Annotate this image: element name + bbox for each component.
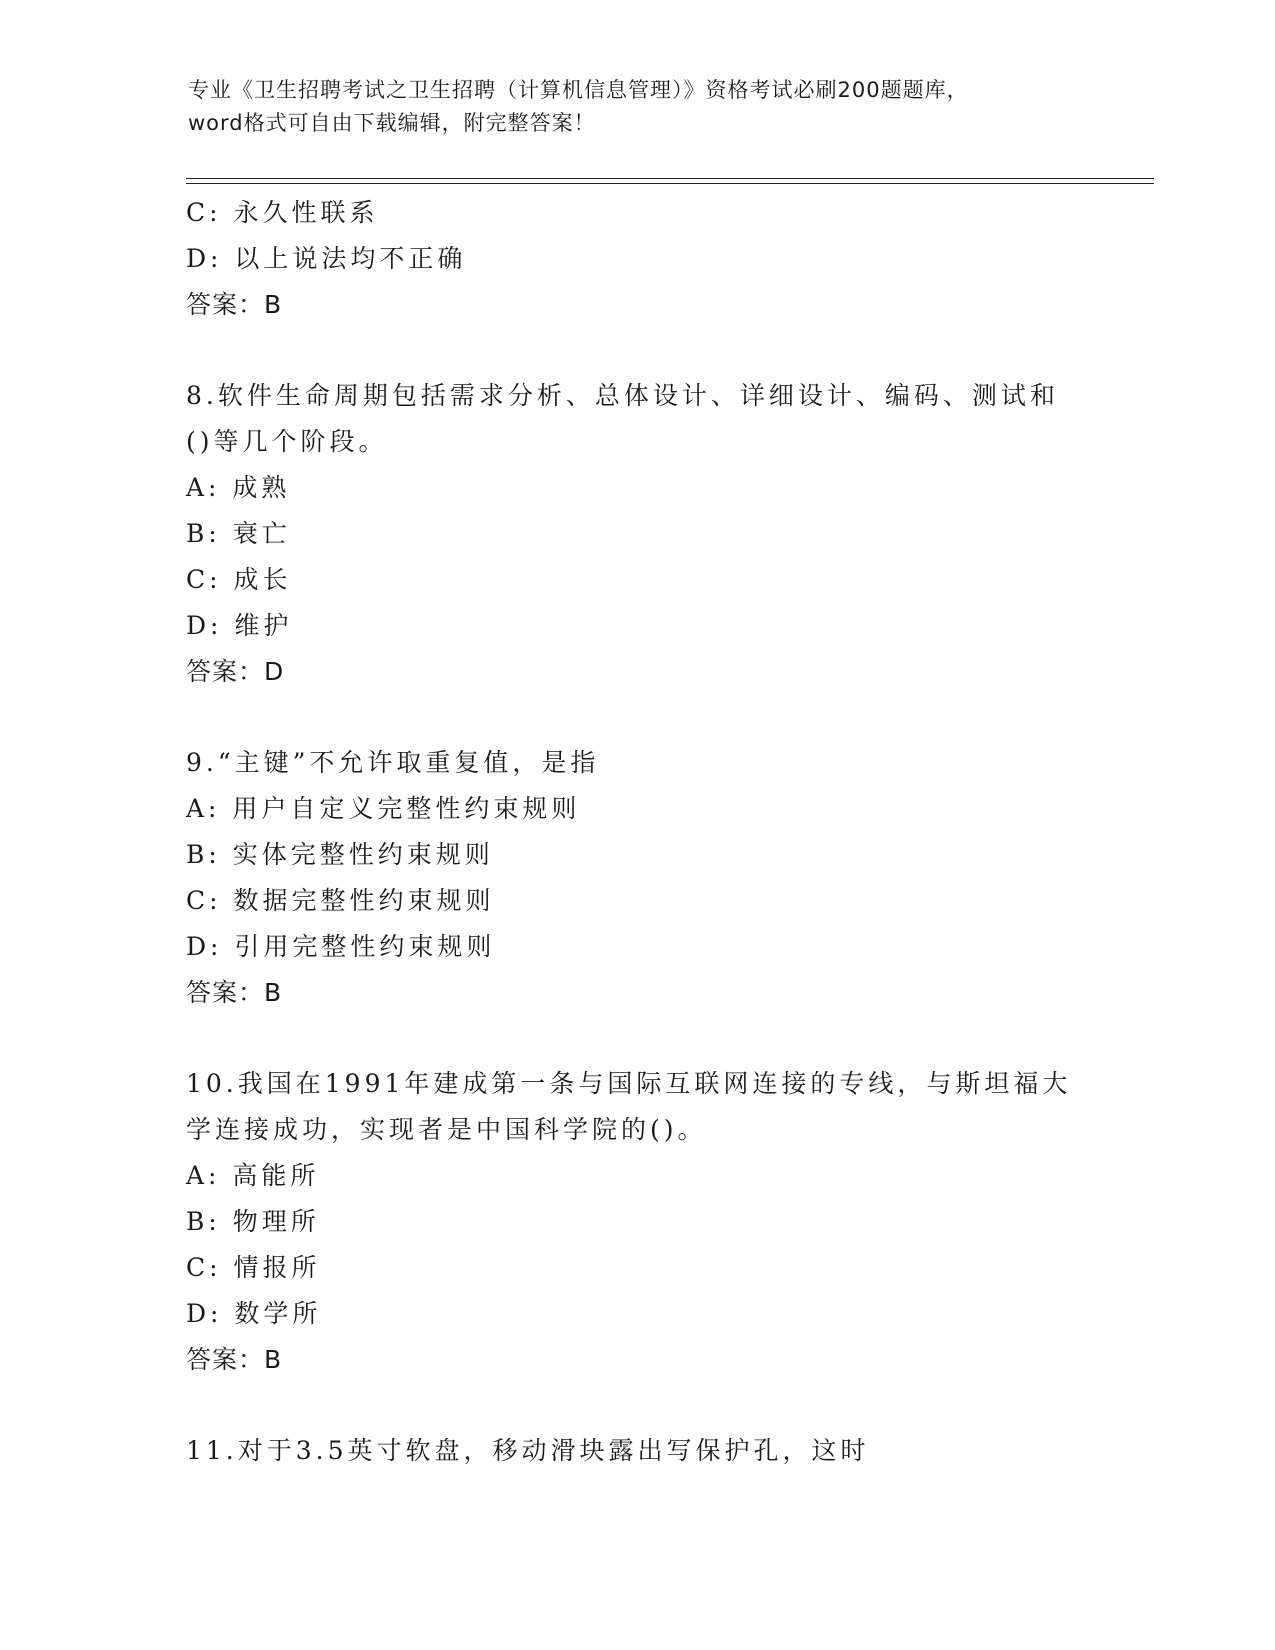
question-stem: 11.对于3.5英寸软盘，移动滑块露出写保护孔，这时 (186, 1436, 870, 1465)
option-d: D: 以上说法均不正确 (186, 244, 467, 273)
option-d: D: 引用完整性约束规则 (186, 932, 496, 961)
question-9 (186, 740, 1086, 1016)
question-stem: 10.我国在1991年建成第一条与国际互联网连接的专线，与斯坦福大 (186, 1069, 1072, 1098)
question-10 (186, 1061, 1086, 1383)
option-b: B: 衰亡 (186, 519, 291, 548)
option-c: C: 情报所 (186, 1253, 321, 1282)
question-11 (186, 1428, 1086, 1474)
question-stem: 8.软件生命周期包括需求分析、总体设计、详细设计、编码、测试和 (186, 381, 1059, 410)
option-c: C: 成长 (186, 565, 292, 594)
question-stem: 9.“主键”不允许取重复值，是指 (186, 748, 600, 777)
spacer (186, 695, 1086, 740)
answer: 答案：B (186, 1345, 283, 1374)
option-c: C: 数据完整性约束规则 (186, 886, 495, 915)
answer: 答案：B (186, 290, 283, 319)
question-stem-continued: ()等几个阶段。 (186, 427, 388, 456)
question-8 (186, 373, 1086, 695)
header-title-line-1: 专业《卫生招聘考试之卫生招聘（计算机信息管理）》资格考试必刷200题题库， (188, 78, 969, 102)
spacer (186, 328, 1086, 373)
option-a: A: 高能所 (186, 1161, 320, 1190)
option-a: A: 用户自定义完整性约束规则 (186, 794, 581, 823)
answer: 答案：B (186, 978, 283, 1007)
answer: 答案：D (186, 657, 285, 686)
option-d: D: 数学所 (186, 1299, 322, 1328)
header-title-line-2: word格式可自由下载编辑，附完整答案！ (188, 111, 596, 135)
option-b: B: 实体完整性约束规则 (186, 840, 494, 869)
document-header (188, 74, 1088, 140)
option-c: C: 永久性联系 (186, 198, 379, 227)
option-b: B: 物理所 (186, 1207, 320, 1236)
option-a: A: 成熟 (186, 473, 291, 502)
spacer (186, 1383, 1086, 1428)
option-d: D: 维护 (186, 611, 293, 640)
question-stem-continued: 学连接成功，实现者是中国科学院的()。 (186, 1115, 707, 1144)
header-divider-top (186, 178, 1154, 179)
header-divider-bottom (186, 183, 1154, 184)
question-list (186, 190, 1086, 1474)
question-7-tail (186, 190, 1086, 328)
spacer (186, 1016, 1086, 1061)
